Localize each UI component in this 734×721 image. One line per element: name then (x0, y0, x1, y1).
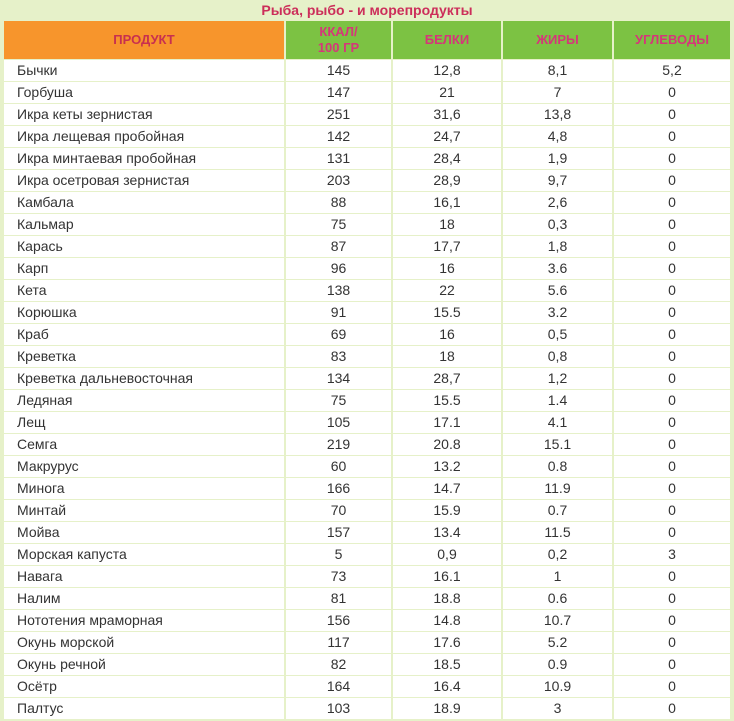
fat-value: 15.1 (503, 434, 612, 455)
product-name: Нототения мраморная (4, 610, 284, 631)
fat-value: 3 (503, 698, 612, 719)
kcal-value: 145 (286, 60, 391, 81)
carbs-value: 0 (614, 478, 730, 499)
table-row (4, 610, 730, 631)
fat-value: 0.9 (503, 654, 612, 675)
kcal-value: 131 (286, 148, 391, 169)
protein-value: 17.1 (393, 412, 501, 433)
fat-value: 13,8 (503, 104, 612, 125)
table-row (4, 148, 730, 169)
kcal-value: 83 (286, 346, 391, 367)
product-name: Икра минтаевая пробойная (4, 148, 284, 169)
fat-value: 3.2 (503, 302, 612, 323)
product-name: Карась (4, 236, 284, 257)
carbs-value: 0 (614, 500, 730, 521)
table-row (4, 346, 730, 367)
protein-value: 0,9 (393, 544, 501, 565)
carbs-value: 0 (614, 632, 730, 653)
protein-value: 18 (393, 214, 501, 235)
fat-value: 4,8 (503, 126, 612, 147)
table-row (4, 544, 730, 565)
kcal-value: 138 (286, 280, 391, 301)
header-fat: ЖИРЫ (503, 21, 612, 59)
product-name: Корюшка (4, 302, 284, 323)
kcal-value: 156 (286, 610, 391, 631)
table-row (4, 478, 730, 499)
kcal-value: 96 (286, 258, 391, 279)
fat-value: 11.9 (503, 478, 612, 499)
fat-value: 10.9 (503, 676, 612, 697)
product-name: Креветка дальневосточная (4, 368, 284, 389)
kcal-value: 164 (286, 676, 391, 697)
product-name: Краб (4, 324, 284, 345)
product-name: Икра лещевая пробойная (4, 126, 284, 147)
product-name: Ледяная (4, 390, 284, 411)
table-title: Рыба, рыбо - и морепродукты (261, 2, 473, 18)
carbs-value: 0 (614, 566, 730, 587)
product-name: Кета (4, 280, 284, 301)
product-name: Минтай (4, 500, 284, 521)
protein-value: 16.4 (393, 676, 501, 697)
fat-value: 0,2 (503, 544, 612, 565)
table-row (4, 126, 730, 147)
kcal-value: 91 (286, 302, 391, 323)
product-name: Мойва (4, 522, 284, 543)
protein-value: 17,7 (393, 236, 501, 257)
kcal-value: 157 (286, 522, 391, 543)
product-name: Икра кеты зернистая (4, 104, 284, 125)
protein-value: 14.8 (393, 610, 501, 631)
carbs-value: 0 (614, 698, 730, 719)
table-row (4, 368, 730, 389)
carbs-value: 0 (614, 610, 730, 631)
product-name: Окунь речной (4, 654, 284, 675)
table-row (4, 588, 730, 609)
header-kcal-line2: 100 ГР (317, 40, 360, 55)
carbs-value: 0 (614, 412, 730, 433)
table-row (4, 170, 730, 191)
carbs-value: 0 (614, 368, 730, 389)
fat-value: 5.6 (503, 280, 612, 301)
kcal-value: 60 (286, 456, 391, 477)
product-name: Морская капуста (4, 544, 284, 565)
fat-value: 5.2 (503, 632, 612, 653)
protein-value: 24,7 (393, 126, 501, 147)
table-row (4, 60, 730, 81)
protein-value: 16 (393, 258, 501, 279)
product-name: Лещ (4, 412, 284, 433)
protein-value: 12,8 (393, 60, 501, 81)
protein-value: 13.4 (393, 522, 501, 543)
carbs-value: 0 (614, 346, 730, 367)
fat-value: 1.4 (503, 390, 612, 411)
protein-value: 14.7 (393, 478, 501, 499)
fat-value: 9,7 (503, 170, 612, 191)
carbs-value: 3 (614, 544, 730, 565)
carbs-value: 0 (614, 456, 730, 477)
table-row (4, 566, 730, 587)
header-kcal (286, 21, 391, 59)
nutrition-table (2, 20, 732, 720)
protein-value: 17.6 (393, 632, 501, 653)
table-row (4, 236, 730, 257)
carbs-value: 0 (614, 324, 730, 345)
product-name: Навага (4, 566, 284, 587)
table-row (4, 632, 730, 653)
carbs-value: 0 (614, 236, 730, 257)
protein-value: 22 (393, 280, 501, 301)
kcal-value: 75 (286, 214, 391, 235)
table-row (4, 654, 730, 675)
product-name: Налим (4, 588, 284, 609)
header-product: ПРОДУКТ (4, 21, 284, 59)
kcal-value: 81 (286, 588, 391, 609)
kcal-value: 117 (286, 632, 391, 653)
kcal-value: 88 (286, 192, 391, 213)
table-row (4, 302, 730, 323)
product-name: Камбала (4, 192, 284, 213)
fat-value: 1,2 (503, 368, 612, 389)
kcal-value: 5 (286, 544, 391, 565)
table-row (4, 104, 730, 125)
carbs-value: 0 (614, 434, 730, 455)
kcal-value: 87 (286, 236, 391, 257)
protein-value: 20.8 (393, 434, 501, 455)
kcal-value: 69 (286, 324, 391, 345)
fat-value: 0.6 (503, 588, 612, 609)
table-row (4, 676, 730, 697)
header-kcal-line1: ККАЛ/ (319, 24, 358, 39)
kcal-value: 134 (286, 368, 391, 389)
table-row (4, 390, 730, 411)
carbs-value: 0 (614, 148, 730, 169)
product-name: Горбуша (4, 82, 284, 103)
table-row (4, 82, 730, 103)
carbs-value: 0 (614, 192, 730, 213)
kcal-value: 251 (286, 104, 391, 125)
product-name: Креветка (4, 346, 284, 367)
protein-value: 18.9 (393, 698, 501, 719)
table-row (4, 412, 730, 433)
fat-value: 8,1 (503, 60, 612, 81)
fat-value: 1,8 (503, 236, 612, 257)
protein-value: 21 (393, 82, 501, 103)
protein-value: 15.9 (393, 500, 501, 521)
carbs-value: 0 (614, 302, 730, 323)
carbs-value: 0 (614, 522, 730, 543)
table-row (4, 456, 730, 477)
fat-value: 10.7 (503, 610, 612, 631)
carbs-value: 0 (614, 258, 730, 279)
fat-value: 0.7 (503, 500, 612, 521)
fat-value: 4.1 (503, 412, 612, 433)
table-row (4, 214, 730, 235)
carbs-value: 0 (614, 390, 730, 411)
kcal-value: 103 (286, 698, 391, 719)
product-name: Окунь морской (4, 632, 284, 653)
product-name: Макрурус (4, 456, 284, 477)
table-row (4, 258, 730, 279)
fat-value: 7 (503, 82, 612, 103)
kcal-value: 147 (286, 82, 391, 103)
product-name: Бычки (4, 60, 284, 81)
table-row (4, 522, 730, 543)
kcal-value: 70 (286, 500, 391, 521)
kcal-value: 73 (286, 566, 391, 587)
product-name: Семга (4, 434, 284, 455)
fat-value: 3.6 (503, 258, 612, 279)
carbs-value: 0 (614, 654, 730, 675)
fat-value: 0,5 (503, 324, 612, 345)
table-row (4, 698, 730, 719)
carbs-value: 0 (614, 82, 730, 103)
product-name: Икра осетровая зернистая (4, 170, 284, 191)
fat-value: 0.8 (503, 456, 612, 477)
carbs-value: 0 (614, 214, 730, 235)
carbs-value: 0 (614, 588, 730, 609)
table-row (4, 192, 730, 213)
kcal-value: 166 (286, 478, 391, 499)
protein-value: 15.5 (393, 390, 501, 411)
kcal-value: 75 (286, 390, 391, 411)
fat-value: 11.5 (503, 522, 612, 543)
carbs-value: 0 (614, 170, 730, 191)
carbs-value: 0 (614, 280, 730, 301)
table-row (4, 500, 730, 521)
table-body (4, 60, 730, 719)
carbs-value: 0 (614, 104, 730, 125)
protein-value: 28,9 (393, 170, 501, 191)
protein-value: 31,6 (393, 104, 501, 125)
fat-value: 1,9 (503, 148, 612, 169)
table-row (4, 324, 730, 345)
product-name: Минога (4, 478, 284, 499)
protein-value: 16,1 (393, 192, 501, 213)
product-name: Карп (4, 258, 284, 279)
fat-value: 1 (503, 566, 612, 587)
protein-value: 18.5 (393, 654, 501, 675)
kcal-value: 219 (286, 434, 391, 455)
kcal-value: 82 (286, 654, 391, 675)
protein-value: 15.5 (393, 302, 501, 323)
carbs-value: 5,2 (614, 60, 730, 81)
protein-value: 18.8 (393, 588, 501, 609)
product-name: Кальмар (4, 214, 284, 235)
protein-value: 13.2 (393, 456, 501, 477)
protein-value: 28,7 (393, 368, 501, 389)
carbs-value: 0 (614, 676, 730, 697)
table-row (4, 280, 730, 301)
fat-value: 0,8 (503, 346, 612, 367)
carbs-value: 0 (614, 126, 730, 147)
table-row (4, 434, 730, 455)
fat-value: 0,3 (503, 214, 612, 235)
protein-value: 18 (393, 346, 501, 367)
fat-value: 2,6 (503, 192, 612, 213)
kcal-value: 105 (286, 412, 391, 433)
kcal-value: 142 (286, 126, 391, 147)
protein-value: 28,4 (393, 148, 501, 169)
header-carbs: УГЛЕВОДЫ (614, 21, 730, 59)
product-name: Палтус (4, 698, 284, 719)
product-name: Осётр (4, 676, 284, 697)
header-row (4, 21, 730, 59)
kcal-value: 203 (286, 170, 391, 191)
protein-value: 16.1 (393, 566, 501, 587)
header-protein: БЕЛКИ (393, 21, 501, 59)
protein-value: 16 (393, 324, 501, 345)
